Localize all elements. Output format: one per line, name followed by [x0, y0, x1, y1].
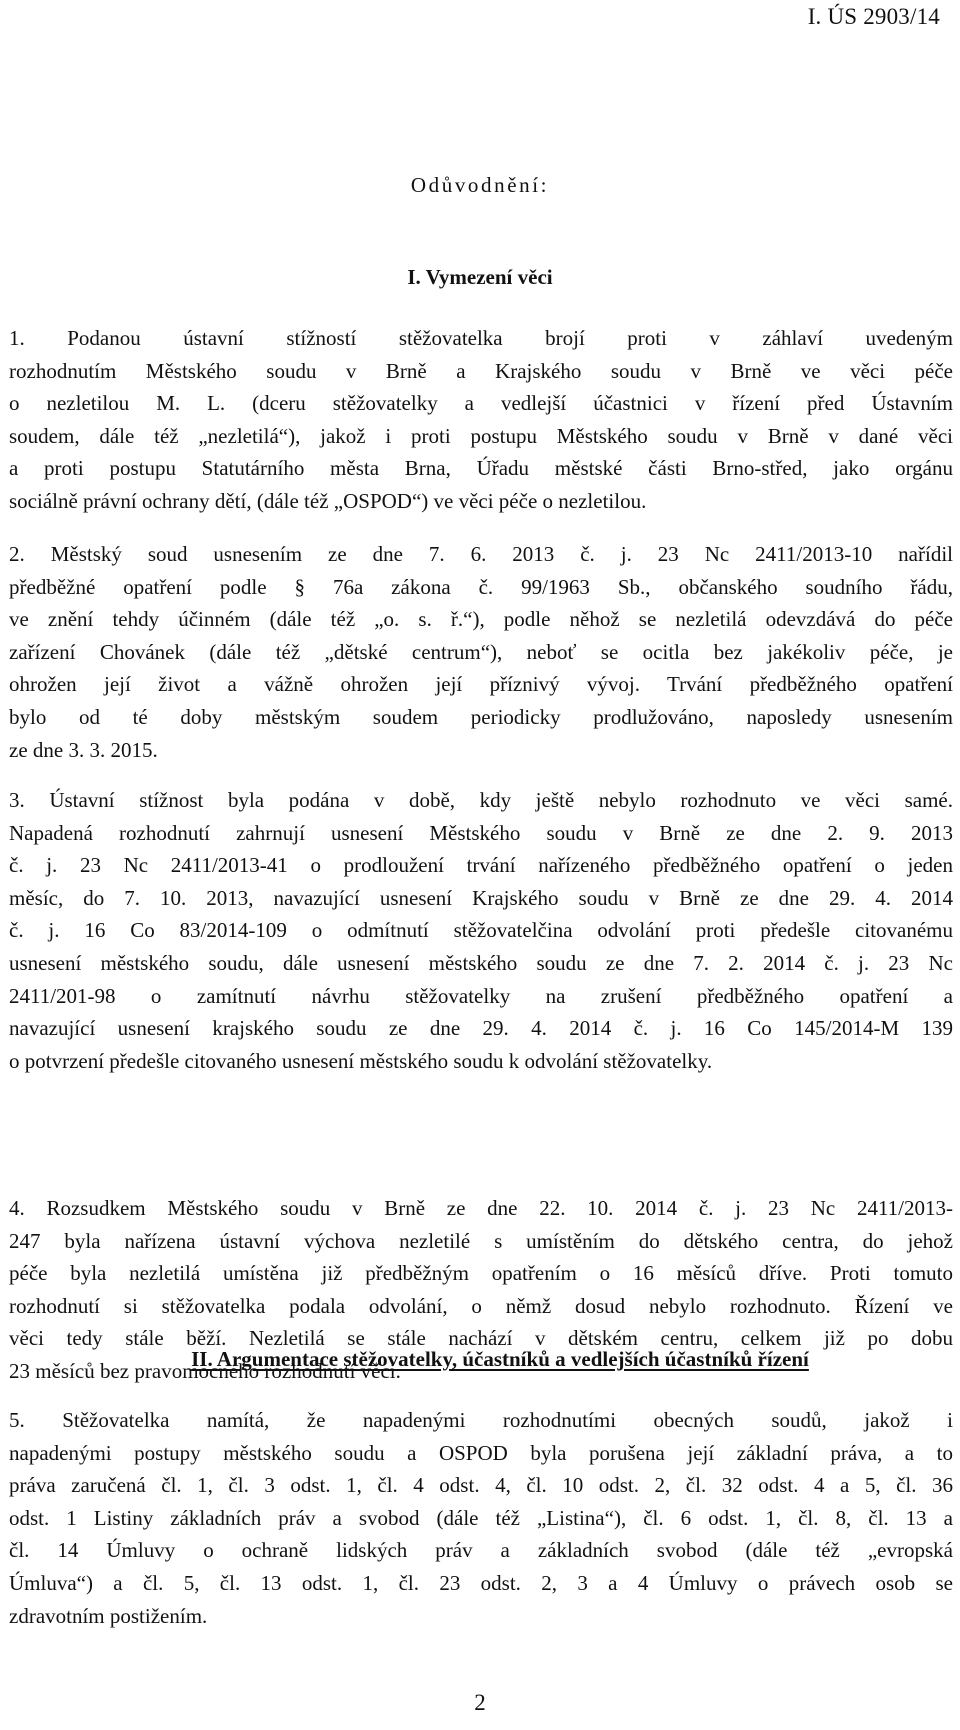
paragraph-line: 247 byla nařízena ústavní výchova nezletilé s umístěním do dětského centra, do jehož: [9, 1228, 953, 1253]
paragraph-5: [9, 1404, 953, 1632]
paragraph-line: 23 měsíců bez pravomocného rozhodnutí věci.: [9, 1358, 401, 1383]
paragraph-line: 3. Ústavní stížnost byla podána v době, kdy ještě nebylo rozhodnuto ve věci samé.: [9, 788, 953, 812]
paragraph-line: ohrožen její život a vážně ohrožen její příznivý vývoj. Trvání předběžného opatření: [9, 672, 953, 697]
paragraph-1: [9, 322, 953, 518]
paragraph-line: Úmluva“) a čl. 5, čl. 13 odst. 1, čl. 23 odst. 2, 3 a 4 Úmluvy o právech osob se: [9, 1570, 953, 1595]
case-reference: I. ÚS 2903/14: [807, 4, 940, 29]
paragraph-line: rozhodnutí si stěžovatelka podala odvolání, o němž dosud nebylo rozhodnuto. Řízení ve: [9, 1293, 953, 1318]
paragraph-line: předběžné opatření podle § 76a zákona č. 99/1963 Sb., občanského soudního řádu,: [9, 574, 953, 599]
paragraph-line: usnesení městského soudu, dále usnesení městského soudu ze dne 7. 2. 2014 č. j. 23 Nc: [9, 950, 953, 975]
heading-oduvodneni: Odůvodnění:: [410, 173, 550, 197]
paragraph-line: 2. Městský soud usnesením ze dne 7. 6. 2013 č. j. 23 Nc 2411/2013-10 nařídil: [9, 542, 953, 566]
paragraph-line: o nezletilou M. L. (dceru stěžovatelky a vedlejší účastnici v řízení před Ústavním: [9, 391, 953, 416]
paragraph-line: 4. Rozsudkem Městského soudu v Brně ze dne 22. 10. 2014 č. j. 23 Nc 2411/2013-: [9, 1196, 953, 1220]
paragraph-line: zařízení Chovánek (dále též „dětské centrum“), neboť se ocitla bez jakékoliv péče, je: [9, 639, 953, 664]
paragraph-line: měsíc, do 7. 10. 2013, navazující usnesení Krajského soudu v Brně ze dne 29. 4. 2014: [9, 885, 953, 910]
paragraph-line: 1. Podanou ústavní stížností stěžovatelka brojí proti v záhlaví uvedeným: [9, 326, 953, 350]
paragraph-2: [9, 538, 953, 766]
paragraph-3: [9, 784, 953, 1077]
heading-section-2: II. Argumentace stěžovatelky, účastníků a vedlejších účastníků řízení: [191, 1347, 809, 1371]
paragraph-line: napadenými postupy městského soudu a OSPOD byla porušena její základní práva, a to: [9, 1440, 953, 1465]
page-number: 2: [474, 1690, 486, 1715]
paragraph-line: péče byla nezletilá umístěna již předběžným opatřením o 16 měsíců dříve. Proti tomuto: [9, 1261, 953, 1286]
paragraph-line: práva zaručená čl. 1, čl. 3 odst. 1, čl. 4 odst. 4, čl. 10 odst. 2, čl. 32 odst. 4 a 5, čl. 36: [9, 1473, 953, 1498]
paragraph-line: a proti postupu Statutárního města Brna, Úřadu městské části Brno-střed, jako orgánu: [9, 456, 953, 481]
paragraph-line: sociálně právní ochrany dětí, (dále též „OSPOD“) ve věci péče o nezletilou.: [9, 488, 647, 513]
paragraph-line: zdravotním postižením.: [9, 1603, 208, 1628]
paragraph-line: bylo od té doby městským soudem periodicky prodlužováno, naposledy usnesením: [9, 704, 953, 729]
paragraph-line: 5. Stěžovatelka namítá, že napadenými rozhodnutími obecných soudů, jakož i: [9, 1408, 953, 1432]
heading-section-1: I. Vymezení věci: [407, 265, 553, 289]
paragraph-line: č. j. 23 Nc 2411/2013-41 o prodloužení trvání nařízeného předběžného opatření o jeden: [9, 853, 953, 878]
paragraph-line: ze dne 3. 3. 2015.: [9, 737, 158, 762]
paragraph-line: odst. 1 Listiny základních práv a svobod (dále též „Listina“), čl. 6 odst. 1, čl. 8, čl. 13 a: [9, 1505, 953, 1530]
paragraph-line: čl. 14 Úmluvy o ochraně lidských práv a základních svobod (dále též „evropská: [9, 1538, 953, 1563]
paragraph-line: věci tedy stále běží. Nezletilá se stále nachází v dětském centru, celkem již po dobu: [9, 1326, 953, 1351]
paragraph-line: ve znění tehdy účinném (dále též „o. s. ř.“), podle něhož se nezletilá odevzdává do péče: [9, 607, 953, 632]
paragraph-line: Napadená rozhodnutí zahrnují usnesení Městského soudu v Brně ze dne 2. 9. 2013: [9, 820, 953, 845]
paragraph-line: 2411/201-98 o zamítnutí návrhu stěžovatelky na zrušení předběžného opatření a: [9, 983, 953, 1008]
paragraph-line: soudem, dále též „nezletilá“), jakož i proti postupu Městského soudu v Brně v dané věci: [9, 423, 953, 448]
paragraph-line: o potvrzení předešle citovaného usnesení městského soudu k odvolání stěžovatelky.: [9, 1048, 713, 1073]
paragraph-line: rozhodnutím Městského soudu v Brně a Krajského soudu v Brně ve věci péče: [9, 358, 953, 383]
paragraph-line: č. j. 16 Co 83/2014-109 o odmítnutí stěžovatelčina odvolání proti předešle citovanému: [9, 918, 953, 943]
paragraph-line: navazující usnesení krajského soudu ze dne 29. 4. 2014 č. j. 16 Co 145/2014-M 139: [9, 1016, 953, 1041]
